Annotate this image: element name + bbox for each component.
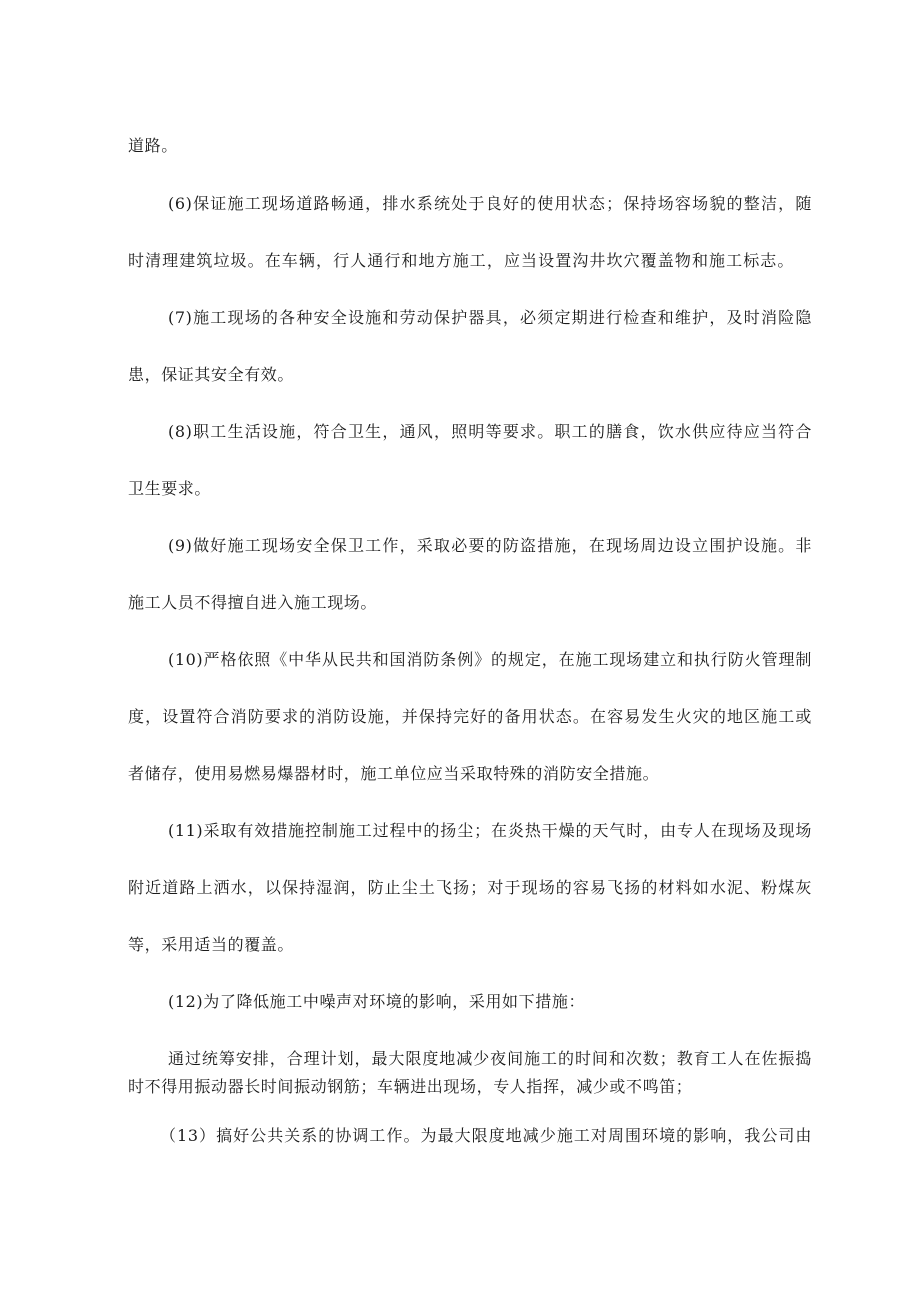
text-line-3: 时清理建筑垃圾。在车辆，行人通行和地方施工，应当设置沟井坎穴覆盖物和施工标志。 <box>128 251 794 270</box>
text-line-17: 通过统筹安排，合理计划，最大限度地减少夜间施工的时间和次数；教育工人在佐振捣 <box>168 1049 812 1068</box>
text-line-15: 等，采用适当的覆盖。 <box>128 935 295 954</box>
text-line-1: 道路。 <box>128 136 178 155</box>
text-line-2: (6)保证施工现场道路畅通，排水系统处于良好的使用状态；保持场容场貌的整洁，随 <box>168 194 812 213</box>
text-line-18: 时不得用振动器长时间振动钢筋；车辆进出现场，专人指挥，减少或不鸣笛； <box>128 1077 693 1096</box>
text-line-9: 施工人员不得擅自进入施工现场。 <box>128 593 378 612</box>
text-line-10: (10)严格依照《中华从民共和国消防条例》的规定，在施工现场建立和执行防火管理制 <box>168 650 812 669</box>
text-line-6: (8)职工生活设施，符合卫生，通风，照明等要求。职工的膳食，饮水供应待应当符合 <box>168 422 812 441</box>
text-line-4: (7)施工现场的各种安全设施和劳动保护器具，必须定期进行检查和维护，及时消险隐 <box>168 308 812 327</box>
text-line-8: (9)做好施工现场安全保卫工作，采取必要的防盗措施，在现场周边设立围护设施。非 <box>168 536 812 555</box>
text-line-19: （13）搞好公共关系的协调工作。为最大限度地减少施工对周围环境的影响，我公司由 <box>160 1126 812 1145</box>
text-line-12: 者储存，使用易燃易爆器材时，施工单位应当采取特殊的消防安全措施。 <box>128 764 660 783</box>
text-line-14: 附近道路上洒水，以保持湿润，防止尘土飞扬；对于现场的容易飞扬的材料如水泥、粉煤灰 <box>128 878 812 897</box>
text-line-13: (11)采取有效措施控制施工过程中的扬尘；在炎热干燥的天气时，由专人在现场及现场 <box>168 821 812 840</box>
text-line-16: (12)为了降低施工中噪声对环境的影响，采用如下措施： <box>168 992 586 1011</box>
text-line-5: 患，保证其安全有效。 <box>128 365 295 384</box>
text-line-7: 卫生要求。 <box>128 479 212 498</box>
text-line-11: 度，设置符合消防要求的消防设施，并保持完好的备用状态。在容易发生火灾的地区施工或 <box>128 707 812 726</box>
